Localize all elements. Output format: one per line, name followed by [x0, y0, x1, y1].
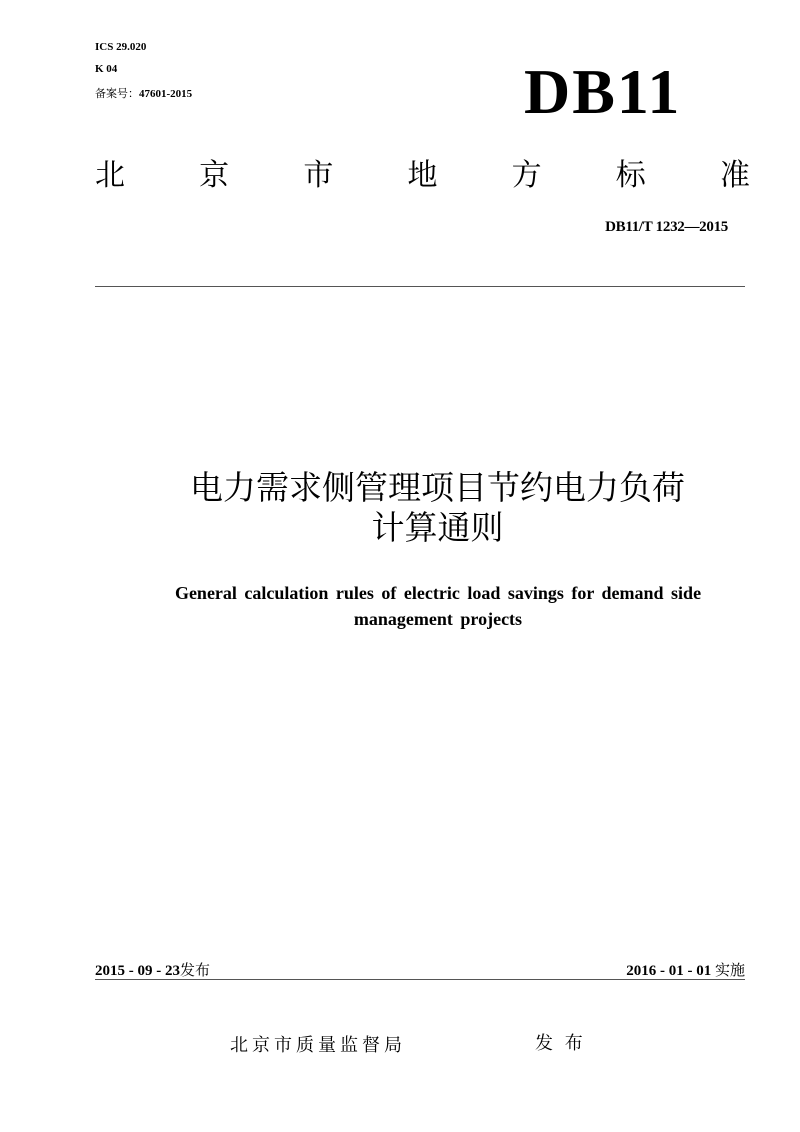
ics-code: ICS 29.020	[95, 41, 147, 53]
top-divider	[95, 286, 745, 287]
publish-date	[95, 959, 210, 980]
implement-label: 实施	[714, 961, 745, 979]
publish-label: 发布	[180, 961, 211, 979]
issuer-action: 发 布	[535, 1033, 586, 1054]
bottom-divider	[95, 979, 745, 980]
category-code: K 04	[95, 63, 118, 75]
standard-number: DB11/T 1232—2015	[605, 219, 728, 235]
standard-type-char: 市	[303, 158, 334, 193]
issuer-name: 北京市质量监督局	[230, 1035, 406, 1056]
implement-date-value: 2016 - 01 - 01	[626, 963, 712, 979]
chinese-title-line-2: 计算通则	[371, 508, 504, 547]
chinese-title	[150, 468, 725, 548]
standard-type-char: 北	[95, 158, 125, 193]
standard-mark: DB11	[524, 56, 682, 127]
standard-type-char: 标	[615, 158, 646, 193]
chinese-title-line-1: 电力需求侧管理项目节约电力负荷	[190, 468, 685, 507]
record-label: 备案号：	[95, 87, 139, 100]
record-number	[95, 85, 192, 101]
standard-type-char: 京	[199, 158, 230, 193]
english-title-line-2: management projects	[353, 609, 523, 629]
record-value: 47601-2015	[139, 88, 193, 100]
standard-type-char: 准	[719, 158, 750, 193]
english-title	[100, 580, 776, 632]
implement-date	[626, 959, 745, 980]
standard-type	[95, 158, 750, 194]
english-title-line-1: General calculation rules of electric load savings for demand side	[174, 583, 702, 603]
standard-type-char: 方	[511, 158, 542, 193]
publish-date-value: 2015 - 09 - 23	[95, 963, 180, 979]
standard-type-char: 地	[407, 158, 438, 193]
